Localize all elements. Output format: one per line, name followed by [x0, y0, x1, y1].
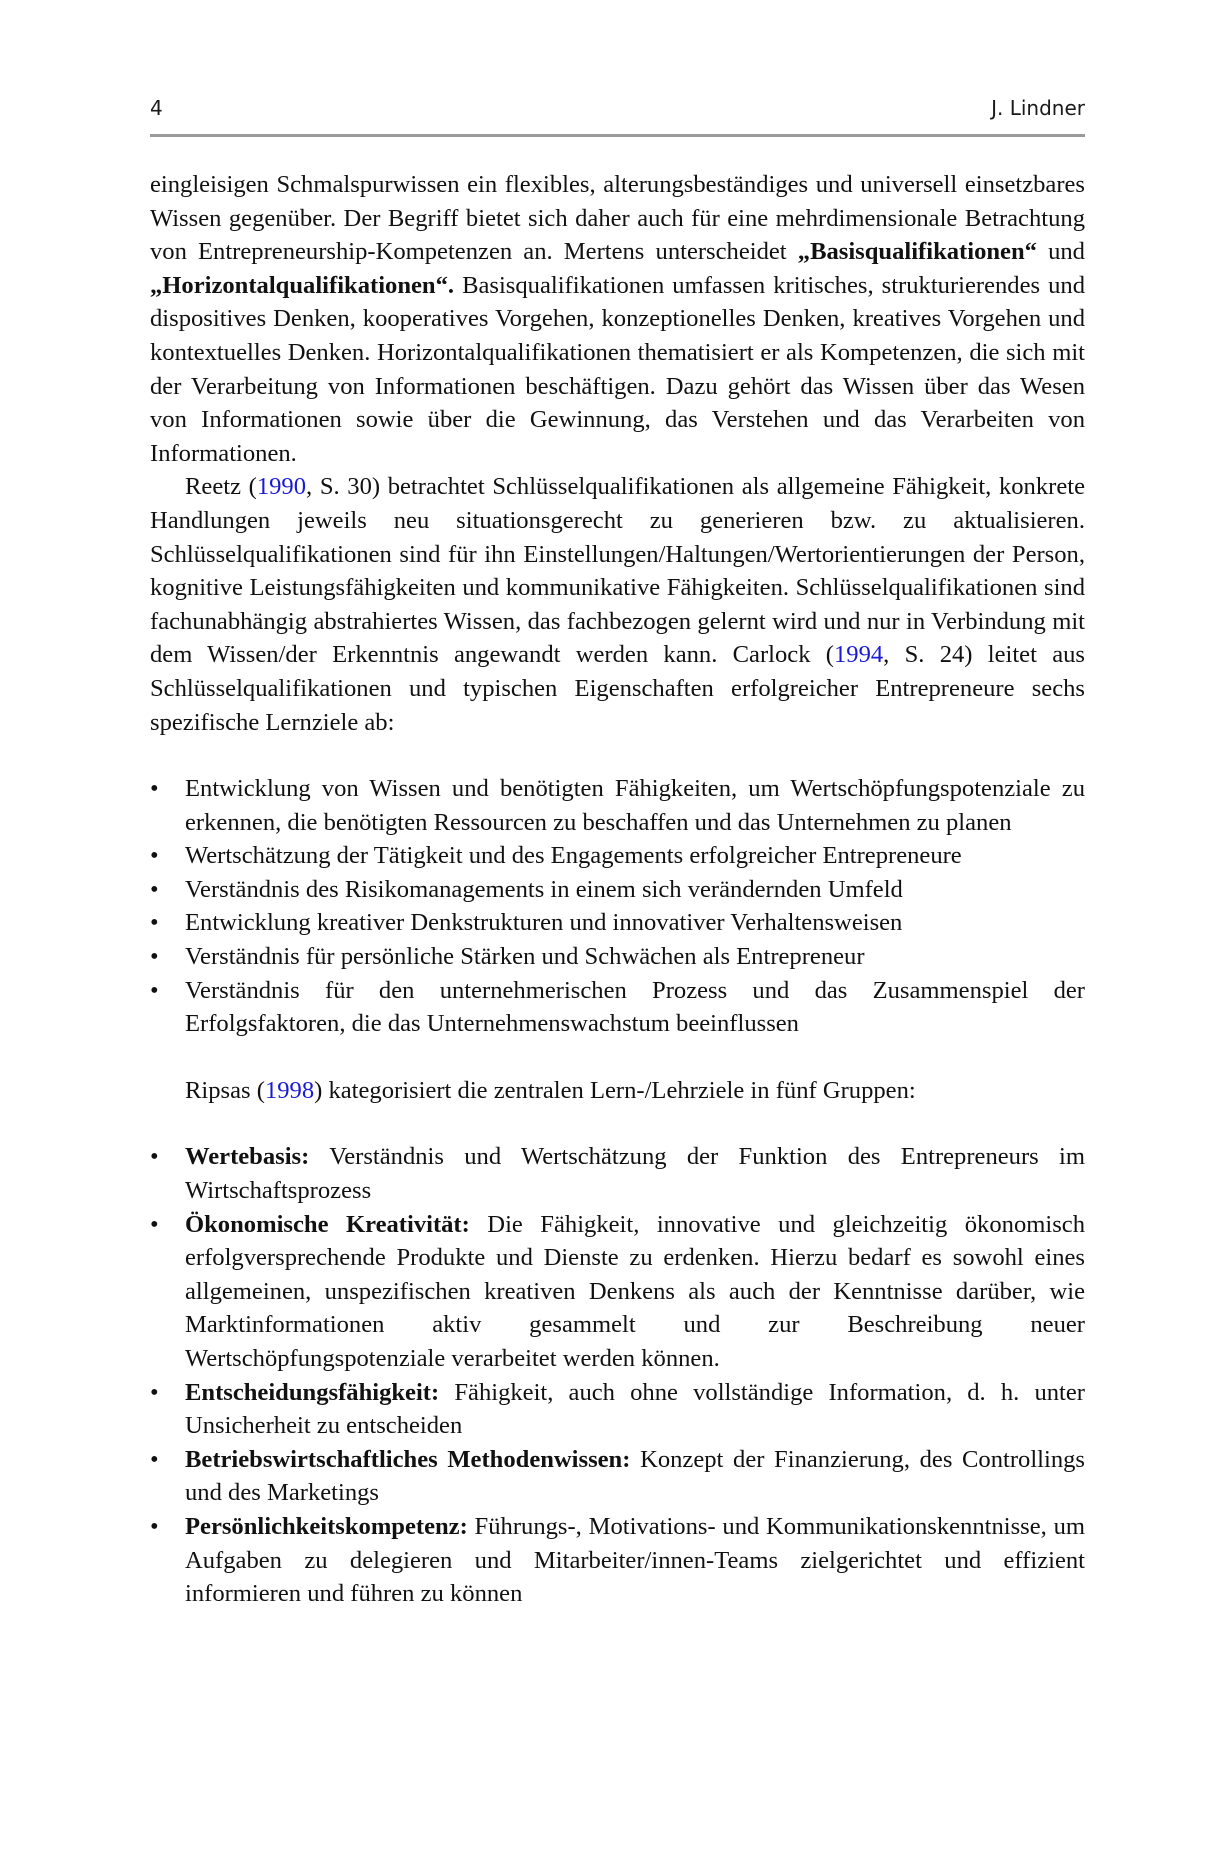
list-item-term: Entscheidungsfähigkeit:	[185, 1378, 440, 1406]
spacer	[150, 1041, 1085, 1074]
text-run: eingleisigen Schmalspurwissen ein flexibles, alterungsbeständiges und universell einsetzbares Wissen gegenüber. Der Begriff bietet sich daher auch für eine mehrdimensionale Betrachtung von Entrepreneurship-Kompetenzen an. Mertens unterscheidet	[150, 171, 1085, 266]
bullet-icon: •	[150, 1378, 159, 1406]
page-number: 4	[150, 96, 163, 120]
list-item	[150, 940, 1085, 974]
list-item-text: Verständnis für persönliche Stärken und Schwächen als Entrepreneur	[185, 943, 865, 971]
spacer	[150, 739, 1085, 772]
text-run: Basisqualifikationen umfassen kritisches, strukturierendes und dispositives Denken, kooperatives Vorgehen, konzeptionelles Denken, kreatives Vorgehen und kontextuelles Denken. Horizontalqualifikationen thematisiert er als Kompetenzen, die sich mit der Verarbeitung von Informationen beschäftigen. Dazu gehört das Wissen über das Wesen von Informationen sowie über die Gewinnung, das Verstehen und das Verarbeiten von Informationen.	[150, 271, 1085, 467]
text-run: Ripsas (	[185, 1076, 265, 1104]
citation-link-1994[interactable]: 1994	[833, 641, 884, 669]
list-item-text: Fähigkeit, auch ohne vollständige Information, d. h. unter Unsicherheit zu entscheiden	[185, 1378, 1085, 1440]
text-run: , S. 30) betrachtet Schlüsselqualifikationen als allgemeine Fähigkeit, konkrete Handlungen jeweils neu situationsgerecht zu generieren bzw. zu aktualisieren. Schlüsselqualifikationen sind für ihn Einstellungen/Haltungen/Wertorientierungen der Person, kognitive Leistungsfähigkeiten und kommunikative Fähigkeiten. Schlüsselqualifikationen sind fachunabhängig abstrahiertes Wissen, das fachbezogen gelernt wird und nur in Verbindung mit dem Wissen/der Erkenntnis angewandt werden kann. Carlock (	[150, 473, 1085, 669]
bullet-icon: •	[150, 875, 159, 903]
list-item-text: Verständnis und Wertschätzung der Funktion des Entrepreneurs im Wirtschaftsprozess	[185, 1143, 1085, 1205]
list-item	[150, 873, 1085, 907]
list-item	[150, 906, 1085, 940]
text-run: und	[1036, 238, 1085, 266]
body-text	[150, 168, 1085, 1611]
running-header	[150, 96, 1085, 120]
list-item	[150, 772, 1085, 839]
list-item-term: Wertebasis:	[185, 1143, 310, 1171]
list-item	[150, 1376, 1085, 1443]
list-item-text: Verständnis des Risikomanagements in einem sich verändernden Umfeld	[185, 875, 903, 903]
list-item-text: Entwicklung von Wissen und benötigten Fähigkeiten, um Wertschöpfungspotenziale zu erkennen, die benötigten Ressourcen zu beschaffen und das Unternehmen zu planen	[185, 775, 1085, 836]
list-item-text: Wertschätzung der Tätigkeit und des Engagements erfolgreicher Entrepreneure	[185, 842, 962, 870]
list-item-text: Die Fähigkeit, innovative und gleichzeitig ökonomisch erfolgversprechende Produkte und Dienste zu erdenken. Hierzu bedarf es sowohl eines allgemeinen, unspezifischen kreativen Denkens als auch der Kenntnisse darüber, wie Marktinformationen aktiv gesammelt und zur Beschreibung neuer Wertschöpfungspotenziale verarbeitet werden können.	[185, 1210, 1085, 1372]
paragraph-mertens	[150, 168, 1085, 470]
learning-goals-list	[150, 772, 1085, 1041]
bullet-icon: •	[150, 1143, 159, 1171]
running-head-author: J. Lindner	[991, 96, 1085, 120]
ripsas-groups-list	[150, 1140, 1085, 1610]
citation-link-1998[interactable]: 1998	[264, 1076, 315, 1104]
text-run: Reetz (	[185, 473, 257, 501]
list-item	[150, 839, 1085, 873]
bullet-icon: •	[150, 1445, 159, 1473]
bullet-icon: •	[150, 842, 159, 870]
list-item-term: Persönlichkeitskompetenz:	[185, 1512, 468, 1540]
spacer	[150, 1107, 1085, 1140]
citation-link-1990[interactable]: 1990	[256, 473, 307, 501]
list-item	[150, 974, 1085, 1041]
text-run: ) kategorisiert die zentralen Lern-/Lehrziele in fünf Gruppen:	[314, 1076, 916, 1104]
bullet-icon: •	[150, 976, 159, 1004]
list-item	[150, 1140, 1085, 1207]
term-basisqualifikationen: „Basisqualifikationen“	[797, 238, 1037, 266]
header-rule	[150, 134, 1085, 137]
paragraph-reetz	[150, 470, 1085, 739]
list-item-text: Konzept der Finanzierung, des Controllings und des Marketings	[185, 1445, 1085, 1507]
list-item	[150, 1510, 1085, 1611]
list-item-term: Betriebswirtschaftliches Methodenwissen:	[185, 1445, 631, 1473]
list-item-term: Ökonomische Kreativität:	[185, 1210, 470, 1238]
list-item	[150, 1208, 1085, 1376]
text-run: , S. 24) leitet aus Schlüsselqualifikationen und typischen Eigenschaften erfolgreicher Entrepreneure sechs spezifische Lernziele ab:	[150, 641, 1085, 736]
list-item-text: Verständnis für den unternehmerischen Prozess und das Zusammenspiel der Erfolgsfaktoren, die das Unternehmenswachstum beeinflussen	[185, 976, 1085, 1038]
bullet-icon: •	[150, 1210, 159, 1238]
bullet-icon: •	[150, 909, 159, 937]
term-horizontalqualifikationen: „Horizontalqualifikationen“.	[150, 271, 455, 299]
list-item-text: Führungs-, Motivations- und Kommunikationskenntnisse, um Aufgaben zu delegieren und Mitarbeiter/innen-Teams zielgerichtet und effizient informieren und führen zu können	[185, 1512, 1085, 1608]
bullet-icon: •	[150, 1512, 159, 1540]
bullet-icon: •	[150, 943, 159, 971]
bullet-icon: •	[150, 775, 159, 803]
paragraph-ripsas	[150, 1074, 1085, 1108]
list-item	[150, 1443, 1085, 1510]
list-item-text: Entwicklung kreativer Denkstrukturen und innovativer Verhaltensweisen	[185, 909, 903, 937]
